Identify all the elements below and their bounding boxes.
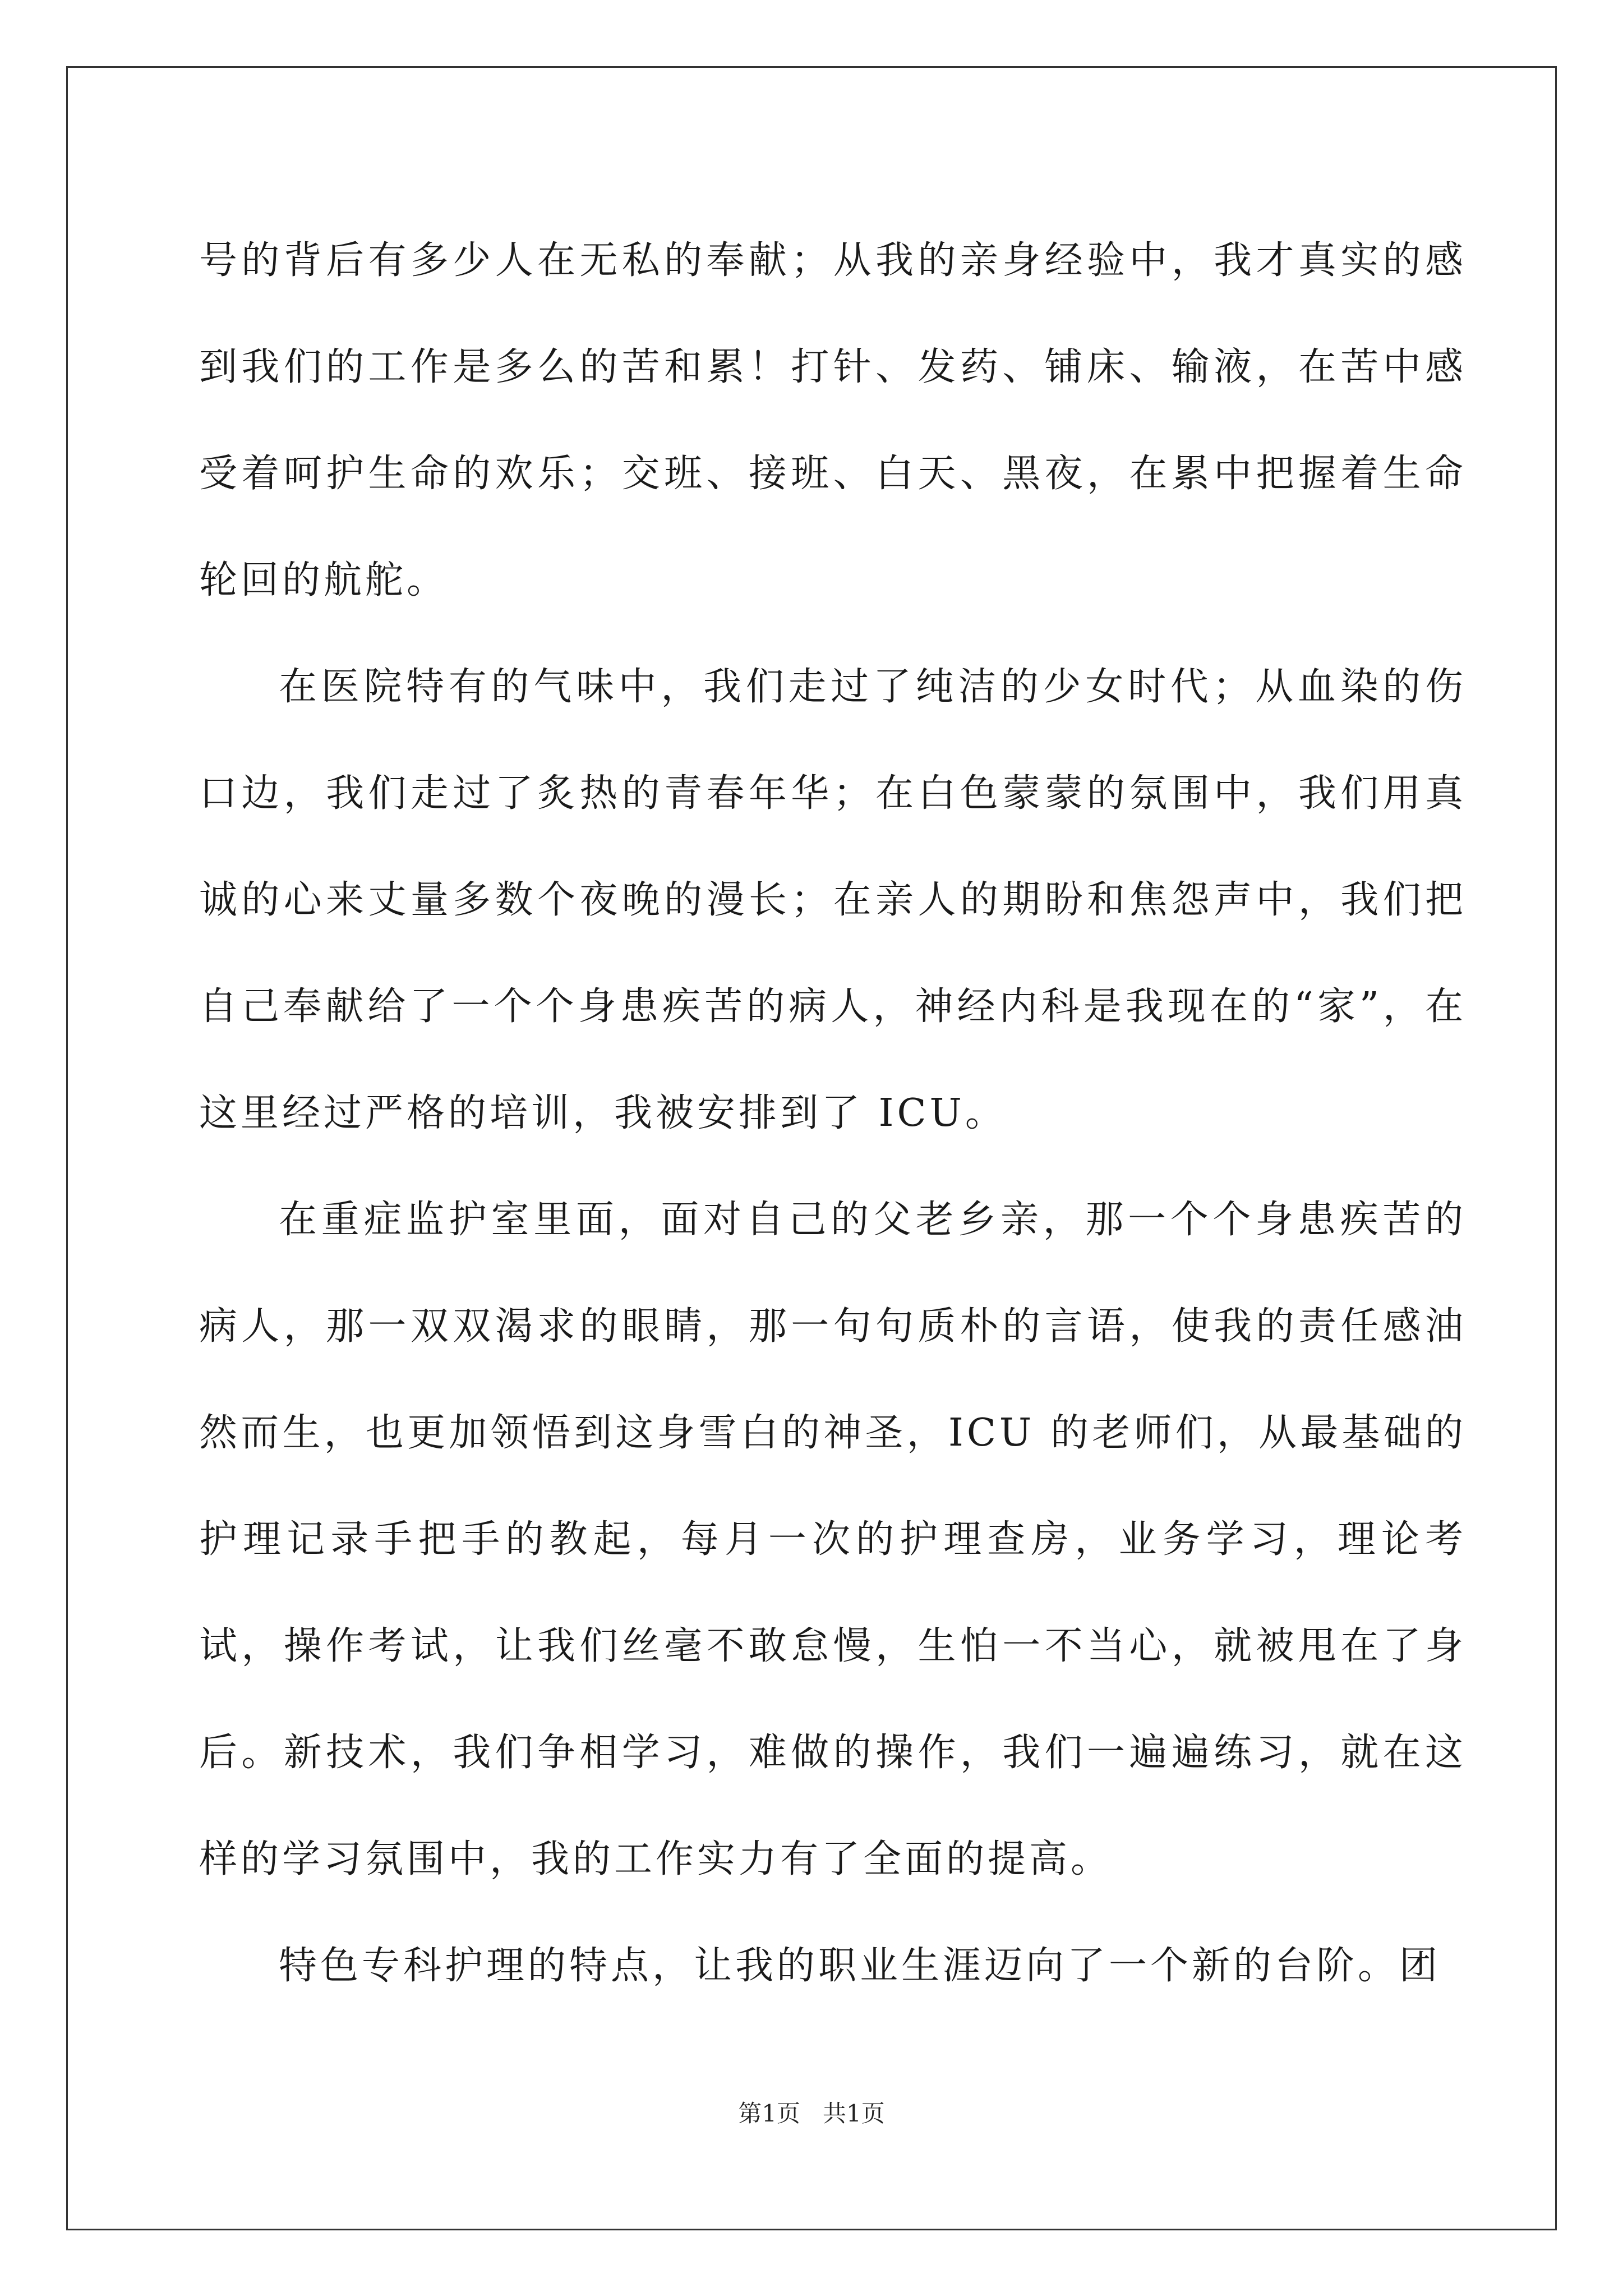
paragraph-2: 在医院特有的气味中，我们走过了纯洁的少女时代；从血染的伤口边，我们走过了炙热的青春年华；在白色蒙蒙的氛围中，我们用真诚的心来丈量多数个夜晚的漫长；在亲人的期盼和焦怨声中，我们把自己奉献给了一个个身患疾苦的病人，神经内科是我现在的“家”，在这里经过严格的培训，我被安排到了 ICU。 <box>199 665 1467 1135</box>
paragraph-1: 号的背后有多少人在无私的奉献；从我的亲身经验中，我才真实的感到我们的工作是多么的苦和累！打针、发药、铺床、输液，在苦中感受着呵护生命的欢乐；交班、接班、白天、黑夜，在累中把握着生命轮回的航舵。 <box>199 238 1467 602</box>
document-body <box>199 208 1467 2019</box>
page-number-current: 第1页 <box>738 2100 800 2127</box>
paragraph-3: 在重症监护室里面，面对自己的父老乡亲，那一个个身患疾苦的病人，那一双双渴求的眼睛，那一句句质朴的言语，使我的责任感油然而生，也更加领悟到这身雪白的神圣，ICU 的老师们，从最基础的护理记录手把手的教起，每月一次的护理查房，业务学习，理论考试，操作考试，让我们丝毫不敢怠慢，生怕一不当心，就被甩在了身后。新技术，我们争相学习，难做的操作，我们一遍遍练习，就在这样的学习氛围中，我的工作实力有了全面的提高。 <box>199 1198 1467 1881</box>
page-number-total: 共1页 <box>823 2100 885 2127</box>
paragraph-4: 特色专科护理的特点，让我的职业生涯迈向了一个新的台阶。团 <box>279 1944 1441 1988</box>
page-footer <box>0 2097 1623 2131</box>
